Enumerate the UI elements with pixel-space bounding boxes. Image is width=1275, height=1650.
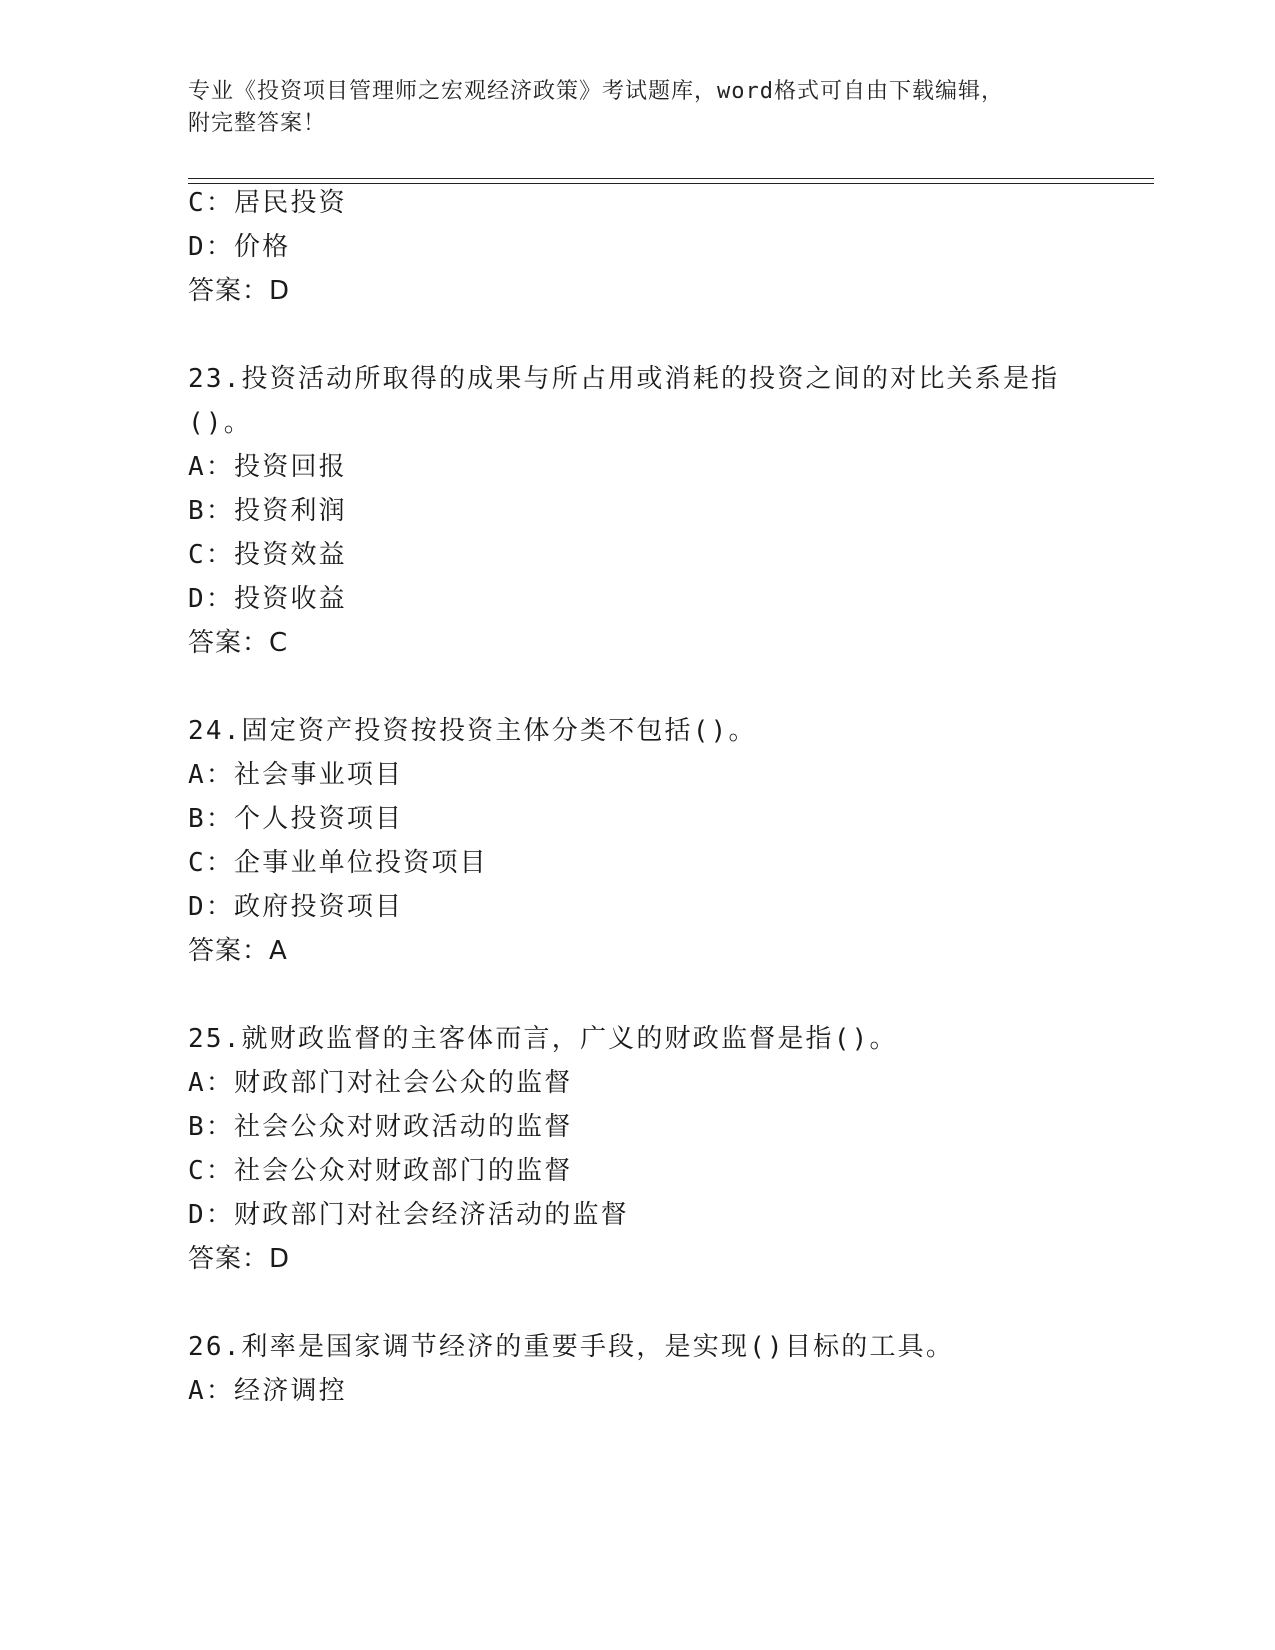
answer-option: D：政府投资项目 (188, 892, 404, 922)
header-line-2: 附完整答案！ (188, 111, 327, 136)
question-stem: 23.投资活动所取得的成果与所占用或消耗的投资之间的对比关系是指 (188, 364, 1060, 394)
answer-option: A：社会事业项目 (188, 760, 404, 790)
page-header (188, 76, 1108, 140)
answer-key: 答案：A (188, 936, 288, 966)
question-stem: 25.就财政监督的主客体而言，广义的财政监督是指()。 (188, 1024, 898, 1054)
answer-option: C：居民投资 (188, 188, 347, 218)
answer-key: 答案：D (188, 1244, 291, 1274)
answer-option: A：财政部门对社会公众的监督 (188, 1068, 573, 1098)
answer-option: C：企事业单位投资项目 (188, 848, 488, 878)
answer-option: D：价格 (188, 232, 291, 262)
answer-option: D：投资收益 (188, 584, 347, 614)
question-stem: ()。 (188, 408, 252, 438)
header-divider-bottom (188, 183, 1154, 184)
answer-option: D：财政部门对社会经济活动的监督 (188, 1200, 629, 1230)
answer-option: A：投资回报 (188, 452, 347, 482)
question-stem: 24.固定资产投资按投资主体分类不包括()。 (188, 716, 757, 746)
answer-option: A：经济调控 (188, 1376, 347, 1406)
question-stem: 26.利率是国家调节经济的重要手段，是实现()目标的工具。 (188, 1332, 955, 1362)
answer-option: B：个人投资项目 (188, 804, 404, 834)
header-divider-top (188, 178, 1154, 179)
header-line-1: 专业《投资项目管理师之宏观经济政策》考试题库，word格式可自由下载编辑， (188, 79, 1004, 104)
answer-option: C：投资效益 (188, 540, 347, 570)
answer-option: B：投资利润 (188, 496, 347, 526)
answer-option: B：社会公众对财政活动的监督 (188, 1112, 573, 1142)
answer-key: 答案：C (188, 628, 289, 658)
answer-option: C：社会公众对财政部门的监督 (188, 1156, 573, 1186)
answer-key: 答案：D (188, 276, 291, 306)
